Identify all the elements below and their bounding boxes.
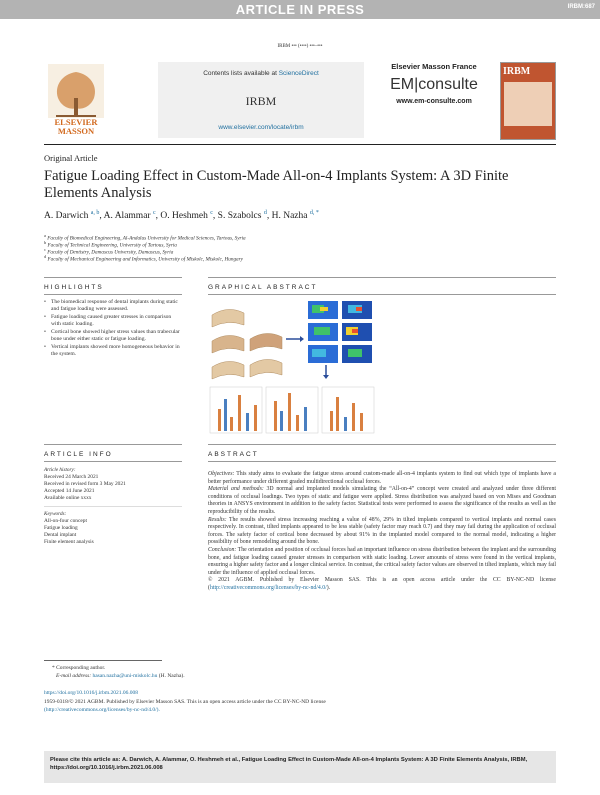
journal-name: IRBM <box>245 94 277 108</box>
affiliation: $^d$ Faculty of Mechanical Engineering and Informatics, University of Miskolc, Miskolc, Hungary <box>44 254 243 263</box>
corresponding-note: * Corresponding author. <box>52 665 106 671</box>
article-info-rule-top <box>44 444 182 445</box>
journal-reference: IRBM ••• (••••) •••–••• <box>277 44 323 49</box>
abstract-objectives: Objectives: This study aims to evaluate the fatigue stress around custom-made all-on-4 implants system to find out which type of implants have a better performance under different graded multidirectional occlusal forces. <box>208 471 556 485</box>
affiliation-marker[interactable]: d, * <box>309 210 319 216</box>
email-note: E-mail address: hasan.nazha@uni-miskolc.hu (H. Nazha). <box>56 673 185 679</box>
keyword: Finite element analysis <box>44 539 94 545</box>
license-line: 1959-0318/© 2021 AGBM. Published by Elsevier Masson SAS. This is an open access article under the CC BY-NC-ND license <box>44 699 326 705</box>
author: H. Nazha $^{d, *}$ <box>271 210 319 222</box>
affiliation: $^c$ Faculty of Dentistry, Damascus University, Damascus, Syria <box>44 247 174 256</box>
history-item: Received in revised form 3 May 2021 <box>44 481 126 487</box>
abstract-body <box>208 471 556 593</box>
highlight-item: • Fatigue loading caused greater stresses in comparison with static loading. <box>44 314 182 328</box>
graphical-abstract-figure <box>208 299 376 437</box>
abstract-rule <box>208 461 556 462</box>
history-label: Article history: <box>44 467 76 473</box>
keyword: Dental implant <box>44 532 77 538</box>
keywords-label: Keywords: <box>44 511 67 517</box>
license-link[interactable]: http://creativecommons.org/licenses/by-nc-nd/4.0/ <box>209 584 327 591</box>
journal-url-link[interactable]: www.elsevier.com/locate/irbm <box>218 124 304 131</box>
article-type: Original Article <box>44 153 98 163</box>
highlight-item: • Cortical bone showed higher stress values than trabecular bone under either static or fatigue loading. <box>44 329 182 343</box>
history-item: Available online xxxx <box>44 495 92 501</box>
banner-title: ARTICLE IN PRESS <box>235 2 365 17</box>
history-item: Received 24 March 2021 <box>44 474 99 480</box>
email-link[interactable]: hasan.nazha@uni-miskolc.hu <box>92 673 158 679</box>
em-consulte-url-link[interactable]: www.em-consulte.com <box>396 98 472 105</box>
article-code: IRBM:687 <box>567 4 595 10</box>
author: A. Alammar $^c$, <box>103 210 161 222</box>
footnote-rule <box>44 660 162 661</box>
publisher-logo-text: ELSEVIER MASSON <box>54 117 98 136</box>
right-publisher: Elsevier Masson France <box>391 62 477 71</box>
highlight-item: • The biomedical response of dental implants during static and fatigue loading were assessed. <box>44 299 182 313</box>
keywords-separator <box>44 506 182 507</box>
abstract-heading: ABSTRACT <box>208 451 259 458</box>
citation-text: Please cite this article as: A. Darwich, A. Alammar, O. Heshmeh et al., Fatigue Loading Effect in Custom-Made All-on-4 Implants System: A 3D Finite Elements Analysis, IRBM, https://doi.org/10.1016/j.irbm.2021.06.008 <box>50 757 528 771</box>
sciencedirect-link[interactable]: ScienceDirect <box>278 70 319 77</box>
abstract-rule-top <box>208 444 556 445</box>
em-consulte-logo: EM|consulte <box>390 76 478 93</box>
abstract-methods: Material and methods: 3D normal and implanted models simulating the “All-on-4” concept were created and analyzed under three different conditions of occlusal loadings. Two types of static and fatigue were applied. Stress distribution was analyzed based on von Mises and Goodman theories in ANSYS environment in addition to the safety factor. Statistical tests were performed to assess the significance of the results as well as the reproducibility of the results. <box>208 486 557 515</box>
affiliation-marker[interactable]: c <box>152 210 156 216</box>
highlights-list <box>44 299 182 359</box>
graphical-abstract-rule <box>208 294 556 295</box>
keyword: All-on-four concept <box>44 518 87 524</box>
cover-title: IRBM <box>503 66 531 77</box>
contents-prefix: Contents lists available at <box>203 70 279 77</box>
license-url-link[interactable]: (http://creativecommons.org/licenses/by-nc-nd/4.0/). <box>44 707 160 713</box>
affiliation: $^b$ Faculty of Technical Engineering, University of Tartous, Syria <box>44 240 177 249</box>
affiliation-marker[interactable]: c <box>210 210 213 216</box>
graphical-abstract-rule-top <box>208 277 556 278</box>
affiliation: $^a$ Faculty of Biomedical Engineering, Al-Andalus University for Medical Sciences, Tartous, Syria <box>44 233 246 242</box>
doi-link[interactable]: https://doi.org/10.1016/j.irbm.2021.06.008 <box>44 690 139 696</box>
article-title: Fatigue Loading Effect in Custom-Made All-on-4 Implants System: A 3D Finite Elements Analysis <box>44 168 509 201</box>
highlight-item: • Vertical implants showed more homogeneous behavior in the system. <box>44 344 182 358</box>
history-item: Accepted 14 June 2021 <box>44 488 95 494</box>
header-rule <box>44 144 556 145</box>
keyword: Fatigue loading <box>44 525 78 531</box>
abstract-conclusion: Conclusion: The orientation and position of occlusal forces had an important influence on stress distribution between the implant and the surrounding bone, and fatigue loading caused greater stresses in comparison with static loading. Lower amounts of stress were found in the vertical implants, ensuring a higher safety factor and a longer clinical service. In contrast, the critical safety factor values are observed in tilted implants, which may fail under the influence of applied occlusal forces. <box>208 546 556 576</box>
article-info-rule <box>44 461 182 462</box>
author: A. Darwich $^{a, b}$, <box>44 210 104 222</box>
author: O. Heshmeh $^c$, <box>160 210 218 222</box>
affiliation-marker[interactable]: d <box>263 210 267 216</box>
highlights-rule-top <box>44 277 182 278</box>
author-list <box>44 210 319 221</box>
cover-image <box>504 82 552 126</box>
author: S. Szabolcs $^d$, <box>217 210 272 222</box>
contents-line <box>158 70 364 77</box>
graphical-abstract-heading: GRAPHICAL ABSTRACT <box>208 284 318 291</box>
highlights-rule <box>44 294 182 295</box>
article-info-heading: ARTICLE INFO <box>44 451 113 458</box>
affiliation-marker[interactable]: a, b <box>90 210 100 216</box>
highlights-heading: HIGHLIGHTS <box>44 284 104 291</box>
abstract-results: Results: The results showed stress increasing reaching a value of 48%, 29% in tilted implants compared to vertical implants and normal cases respectively. In contrast, tilted implants appeared to be less stable (safety factor may reach 0.7) and they may fail during the application of occlusal forces. The safety factor of cortical bone decreased by about 91% in the implanted model compared to the normal model, indicating a higher possibility of bone remodeling around the bone. <box>208 516 556 546</box>
abstract-copyright: © 2021 AGBM. Published by Elsevier Masson SAS. This is an open access article under the CC BY-NC-ND license (http://creativecommons.org/licenses/by-nc-nd/4.0/). <box>208 577 556 591</box>
